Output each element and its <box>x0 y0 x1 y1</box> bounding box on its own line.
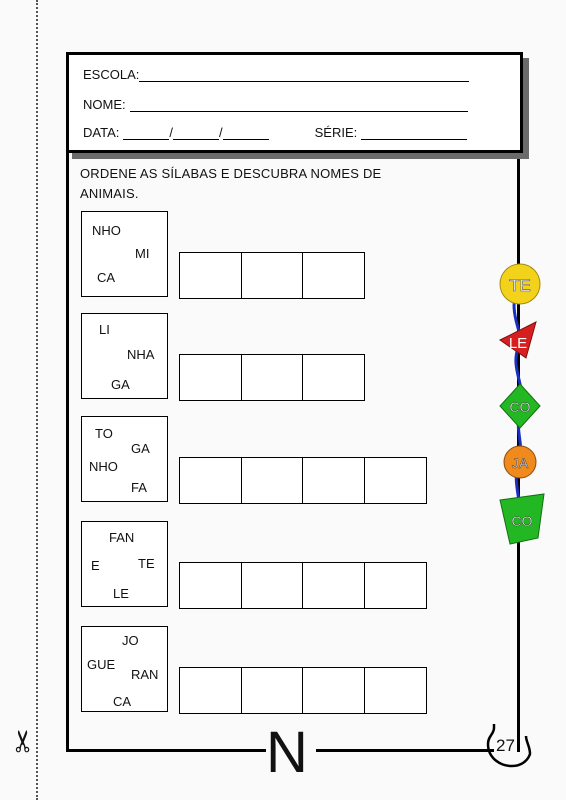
shape-label: CO <box>511 513 533 529</box>
serie-field[interactable] <box>361 127 467 140</box>
serie-label: SÉRIE: <box>314 125 358 140</box>
data-label: DATA: <box>83 125 120 140</box>
answer-cell[interactable] <box>241 457 304 504</box>
escola-label: ESCOLA: <box>83 67 140 82</box>
syllable: NHA <box>127 347 155 362</box>
answer-cell[interactable] <box>302 667 365 714</box>
syllable: FA <box>131 480 147 495</box>
frame-bottom-right <box>316 749 494 752</box>
nome-label: NOME: <box>83 97 126 112</box>
answer-row-5 <box>179 667 425 714</box>
answer-row-3 <box>179 457 425 504</box>
shape-label: TE <box>509 276 531 295</box>
escola-row <box>83 67 469 82</box>
data-separator-2: / <box>218 125 223 140</box>
answer-cell[interactable] <box>302 354 365 401</box>
escola-field[interactable] <box>139 69 469 82</box>
shape-label: CO <box>509 399 531 415</box>
syllable: LE <box>113 586 129 601</box>
data-year-field[interactable] <box>223 127 269 140</box>
data-row <box>83 125 467 140</box>
data-separator-1: / <box>169 125 173 140</box>
answer-cell[interactable] <box>302 252 365 299</box>
answer-row-1 <box>179 252 364 299</box>
header-box <box>66 52 523 153</box>
alphabet-letter: N <box>266 720 308 785</box>
syllable: CA <box>97 270 116 285</box>
data-day-field[interactable] <box>123 127 169 140</box>
syllable-box-3 <box>81 416 168 502</box>
answer-cell[interactable] <box>364 457 427 504</box>
syllable: NHO <box>92 223 121 238</box>
answer-cell[interactable] <box>241 667 304 714</box>
shape-label: JA <box>511 455 529 471</box>
syllable: GA <box>131 441 150 456</box>
page-number: 27 <box>496 736 515 755</box>
syllable: TO <box>95 426 113 441</box>
answer-cell[interactable] <box>364 562 427 609</box>
shape-circle-1 <box>500 264 540 304</box>
answer-cell[interactable] <box>241 252 304 299</box>
syllable: MI <box>135 246 150 261</box>
shape-circle-2 <box>504 446 536 478</box>
syllable: NHO <box>89 459 118 474</box>
answer-cell[interactable] <box>302 562 365 609</box>
syllable: LI <box>99 322 110 337</box>
frame-bottom-left <box>66 749 266 752</box>
decorative-shapes <box>496 260 556 550</box>
syllable: CA <box>113 694 132 709</box>
answer-cell[interactable] <box>179 252 242 299</box>
syllable-box-5 <box>81 626 168 712</box>
cut-line <box>36 0 38 800</box>
scissors-icon: ✂ <box>7 728 41 754</box>
instruction-text: ORDENE AS SÍLABAS E DESCUBRA NOMES DE ANIMAIS. <box>80 166 382 201</box>
syllable: FAN <box>109 530 135 545</box>
syllable-box-1 <box>81 211 168 297</box>
syllable: RAN <box>131 667 159 682</box>
answer-cell[interactable] <box>241 562 304 609</box>
syllable-box-4 <box>81 521 168 607</box>
answer-cell[interactable] <box>179 354 242 401</box>
shape-trapezoid <box>500 494 544 544</box>
answer-cell[interactable] <box>179 457 242 504</box>
answer-cell[interactable] <box>302 457 365 504</box>
syllable-box-2 <box>81 313 168 399</box>
answer-cell[interactable] <box>179 667 242 714</box>
answer-cell[interactable] <box>241 354 304 401</box>
data-month-field[interactable] <box>173 127 219 140</box>
syllable: TE <box>138 556 155 571</box>
nome-field[interactable] <box>130 99 468 112</box>
answer-row-2 <box>179 354 364 401</box>
syllable: GA <box>111 377 130 392</box>
nome-row <box>83 97 468 112</box>
syllable: JO <box>122 633 139 648</box>
syllable: GUE <box>87 657 116 672</box>
shape-diamond <box>500 384 540 428</box>
syllable: E <box>91 558 100 573</box>
answer-cell[interactable] <box>179 562 242 609</box>
shape-label: LE <box>508 335 528 352</box>
answer-row-4 <box>179 562 425 609</box>
answer-cell[interactable] <box>364 667 427 714</box>
